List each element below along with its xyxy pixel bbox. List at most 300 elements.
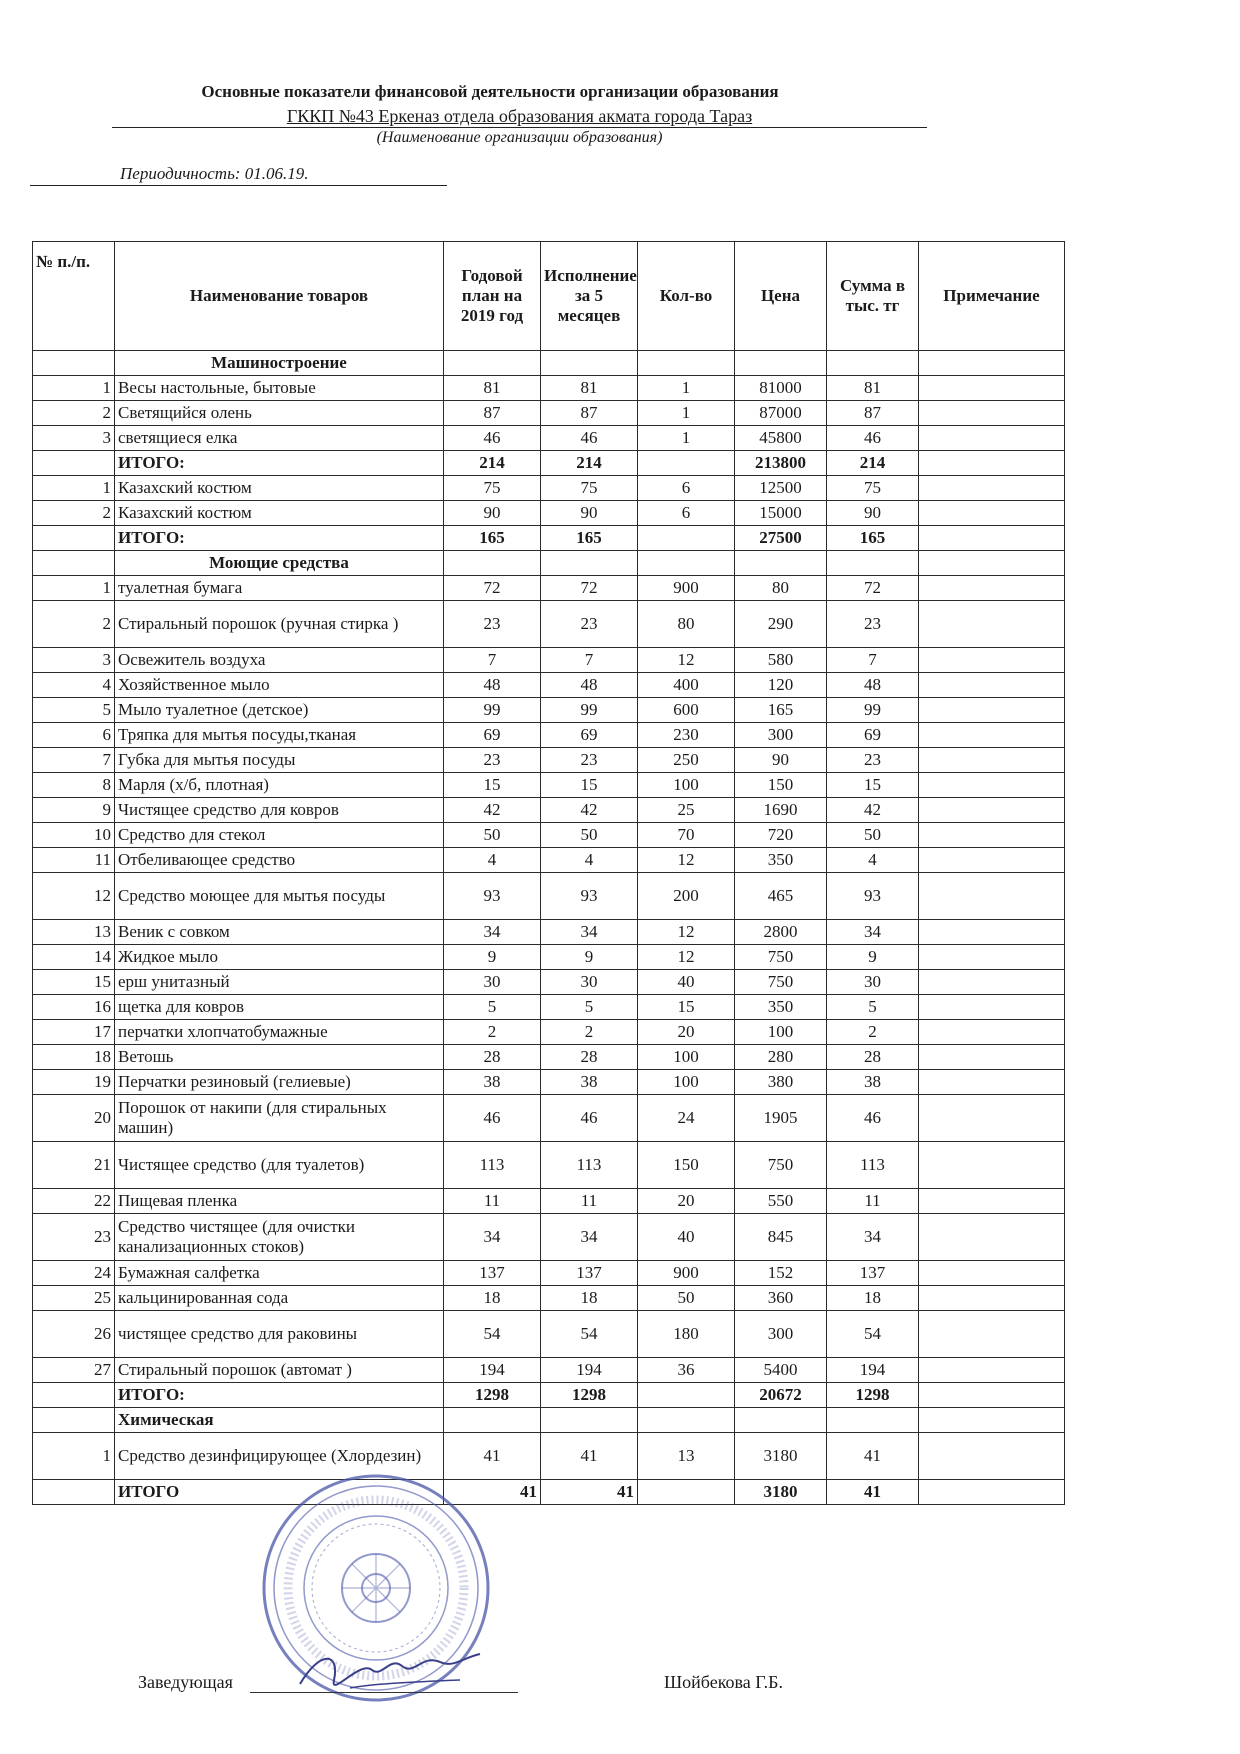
cell-quantity: 200 — [638, 873, 735, 920]
cell-number — [33, 351, 115, 376]
cell-execution — [541, 1408, 638, 1433]
cell-number: 25 — [33, 1286, 115, 1311]
cell-name: Стиральный порошок (ручная стирка ) — [115, 601, 444, 648]
cell-plan — [444, 1408, 541, 1433]
table-body — [33, 351, 1065, 1505]
cell-execution: 34 — [541, 920, 638, 945]
cell-plan: 137 — [444, 1261, 541, 1286]
cell-plan: 7 — [444, 648, 541, 673]
cell-name: Казахский костюм — [115, 501, 444, 526]
cell-sum — [827, 551, 919, 576]
cell-plan: 9 — [444, 945, 541, 970]
cell-quantity: 20 — [638, 1020, 735, 1045]
cell-number: 14 — [33, 945, 115, 970]
cell-name: туалетная бумага — [115, 576, 444, 601]
cell-note — [919, 823, 1065, 848]
cell-quantity: 1 — [638, 376, 735, 401]
cell-execution: 18 — [541, 1286, 638, 1311]
cell-execution: 4 — [541, 848, 638, 873]
cell-price — [735, 351, 827, 376]
cell-note — [919, 945, 1065, 970]
cell-sum: 214 — [827, 451, 919, 476]
cell-sum: 18 — [827, 1286, 919, 1311]
cell-plan: 15 — [444, 773, 541, 798]
cell-price: 550 — [735, 1189, 827, 1214]
cell-sum: 28 — [827, 1045, 919, 1070]
cell-plan — [444, 551, 541, 576]
total-row — [33, 451, 1065, 476]
cell-number: 10 — [33, 823, 115, 848]
cell-name: Губка для мытья посуды — [115, 748, 444, 773]
cell-number: 7 — [33, 748, 115, 773]
table-row — [33, 773, 1065, 798]
cell-execution: 7 — [541, 648, 638, 673]
cell-execution — [541, 351, 638, 376]
cell-note — [919, 351, 1065, 376]
table-header-row — [33, 242, 1065, 351]
cell-plan: 69 — [444, 723, 541, 748]
cell-note — [919, 1433, 1065, 1480]
cell-note — [919, 648, 1065, 673]
cell-number: 1 — [33, 576, 115, 601]
cell-quantity — [638, 551, 735, 576]
cell-sum: 30 — [827, 970, 919, 995]
cell-execution: 5 — [541, 995, 638, 1020]
cell-execution: 1298 — [541, 1383, 638, 1408]
cell-quantity: 900 — [638, 1261, 735, 1286]
cell-price: 845 — [735, 1214, 827, 1261]
cell-note — [919, 1214, 1065, 1261]
cell-name: Марля (х/б, плотная) — [115, 773, 444, 798]
cell-sum: 4 — [827, 848, 919, 873]
cell-note — [919, 1286, 1065, 1311]
cell-sum: 48 — [827, 673, 919, 698]
cell-plan: 99 — [444, 698, 541, 723]
cell-note — [919, 501, 1065, 526]
cell-sum: 23 — [827, 748, 919, 773]
cell-name: ИТОГО — [115, 1480, 444, 1505]
cell-execution: 11 — [541, 1189, 638, 1214]
cell-price: 100 — [735, 1020, 827, 1045]
table-row — [33, 1095, 1065, 1142]
cell-number — [33, 551, 115, 576]
cell-sum — [827, 1408, 919, 1433]
periodicity: Периодичность: 01.06.19. — [30, 163, 447, 186]
cell-note — [919, 1311, 1065, 1358]
table-row — [33, 848, 1065, 873]
cell-quantity: 6 — [638, 501, 735, 526]
cell-plan: 54 — [444, 1311, 541, 1358]
cell-price: 81000 — [735, 376, 827, 401]
cell-execution: 46 — [541, 426, 638, 451]
cell-price: 90 — [735, 748, 827, 773]
cell-price: 15000 — [735, 501, 827, 526]
position-label: Заведующая — [138, 1672, 233, 1692]
cell-quantity: 900 — [638, 576, 735, 601]
cell-plan: 165 — [444, 526, 541, 551]
cell-plan: 48 — [444, 673, 541, 698]
cell-plan: 5 — [444, 995, 541, 1020]
table-row — [33, 873, 1065, 920]
cell-quantity: 600 — [638, 698, 735, 723]
cell-quantity: 400 — [638, 673, 735, 698]
cell-price: 152 — [735, 1261, 827, 1286]
section-row — [33, 351, 1065, 376]
cell-number — [33, 451, 115, 476]
cell-note — [919, 1480, 1065, 1505]
cell-execution: 194 — [541, 1358, 638, 1383]
cell-number: 6 — [33, 723, 115, 748]
cell-price: 750 — [735, 945, 827, 970]
cell-number: 21 — [33, 1142, 115, 1189]
cell-execution: 69 — [541, 723, 638, 748]
cell-number: 5 — [33, 698, 115, 723]
cell-name: ерш унитазный — [115, 970, 444, 995]
cell-name: перчатки хлопчатобумажные — [115, 1020, 444, 1045]
cell-number: 1 — [33, 376, 115, 401]
cell-note — [919, 1142, 1065, 1189]
cell-note — [919, 476, 1065, 501]
cell-plan: 18 — [444, 1286, 541, 1311]
cell-number: 1 — [33, 476, 115, 501]
cell-sum: 99 — [827, 698, 919, 723]
cell-name: Стиральный порошок (автомат ) — [115, 1358, 444, 1383]
cell-note — [919, 1261, 1065, 1286]
cell-price: 3180 — [735, 1433, 827, 1480]
cell-note — [919, 698, 1065, 723]
total-row — [33, 526, 1065, 551]
goods-table — [32, 241, 1065, 1505]
cell-number: 3 — [33, 648, 115, 673]
cell-execution: 87 — [541, 401, 638, 426]
table-row — [33, 476, 1065, 501]
cell-name: Отбеливающее средство — [115, 848, 444, 873]
col-name-header: Наименование товаров — [115, 242, 444, 351]
cell-number — [33, 1480, 115, 1505]
cell-sum: 1298 — [827, 1383, 919, 1408]
col-note-header: Примечание — [919, 242, 1065, 351]
cell-number — [33, 1383, 115, 1408]
cell-sum: 90 — [827, 501, 919, 526]
cell-note — [919, 526, 1065, 551]
cell-quantity — [638, 451, 735, 476]
cell-quantity: 13 — [638, 1433, 735, 1480]
cell-quantity: 100 — [638, 773, 735, 798]
cell-name: Порошок от накипи (для стиральных машин) — [115, 1095, 444, 1142]
cell-sum: 7 — [827, 648, 919, 673]
cell-sum: 81 — [827, 376, 919, 401]
cell-note — [919, 673, 1065, 698]
table-row — [33, 823, 1065, 848]
table-row — [33, 576, 1065, 601]
cell-name: Чистящее средство для ковров — [115, 798, 444, 823]
cell-quantity — [638, 1408, 735, 1433]
cell-name: Веник с совком — [115, 920, 444, 945]
cell-name: Светящийся олень — [115, 401, 444, 426]
organization-name: ГККП №43 Еркеназ отдела образования акмата города Тараз — [112, 106, 927, 128]
cell-quantity — [638, 1383, 735, 1408]
cell-quantity: 12 — [638, 848, 735, 873]
cell-note — [919, 848, 1065, 873]
table-row — [33, 1261, 1065, 1286]
cell-name: чистящее средство для раковины — [115, 1311, 444, 1358]
cell-execution: 15 — [541, 773, 638, 798]
cell-plan: 50 — [444, 823, 541, 848]
cell-execution: 50 — [541, 823, 638, 848]
cell-name: Мыло туалетное (детское) — [115, 698, 444, 723]
cell-price: 45800 — [735, 426, 827, 451]
cell-price: 380 — [735, 1070, 827, 1095]
cell-number: 3 — [33, 426, 115, 451]
cell-execution: 2 — [541, 1020, 638, 1045]
cell-execution: 28 — [541, 1045, 638, 1070]
cell-quantity: 12 — [638, 945, 735, 970]
cell-price: 580 — [735, 648, 827, 673]
cell-number: 17 — [33, 1020, 115, 1045]
table-row — [33, 1214, 1065, 1261]
cell-name: Перчатки резиновый (гелиевые) — [115, 1070, 444, 1095]
cell-sum: 15 — [827, 773, 919, 798]
cell-note — [919, 576, 1065, 601]
cell-price — [735, 1408, 827, 1433]
cell-plan: 113 — [444, 1142, 541, 1189]
cell-price: 120 — [735, 673, 827, 698]
cell-plan: 214 — [444, 451, 541, 476]
cell-sum: 93 — [827, 873, 919, 920]
cell-quantity: 40 — [638, 970, 735, 995]
cell-price: 20672 — [735, 1383, 827, 1408]
cell-number: 26 — [33, 1311, 115, 1358]
cell-sum: 34 — [827, 1214, 919, 1261]
cell-note — [919, 1070, 1065, 1095]
cell-price: 350 — [735, 848, 827, 873]
report-title: Основные показатели финансовой деятельности организации образования — [201, 82, 779, 101]
cell-number: 11 — [33, 848, 115, 873]
cell-price: 87000 — [735, 401, 827, 426]
cell-price: 1905 — [735, 1095, 827, 1142]
table-row — [33, 723, 1065, 748]
cell-quantity: 1 — [638, 401, 735, 426]
cell-execution: 41 — [541, 1480, 638, 1505]
cell-note — [919, 798, 1065, 823]
cell-plan: 194 — [444, 1358, 541, 1383]
cell-quantity: 230 — [638, 723, 735, 748]
cell-number: 18 — [33, 1045, 115, 1070]
cell-execution: 137 — [541, 1261, 638, 1286]
cell-plan: 41 — [444, 1480, 541, 1505]
cell-name: Моющие средства — [115, 551, 444, 576]
table-row — [33, 920, 1065, 945]
cell-quantity: 1 — [638, 426, 735, 451]
cell-plan: 87 — [444, 401, 541, 426]
cell-price — [735, 551, 827, 576]
cell-execution: 99 — [541, 698, 638, 723]
cell-sum: 5 — [827, 995, 919, 1020]
cell-sum: 23 — [827, 601, 919, 648]
cell-plan: 41 — [444, 1433, 541, 1480]
cell-execution: 42 — [541, 798, 638, 823]
table-row — [33, 426, 1065, 451]
cell-sum: 42 — [827, 798, 919, 823]
cell-plan: 75 — [444, 476, 541, 501]
cell-number: 19 — [33, 1070, 115, 1095]
cell-name: ИТОГО: — [115, 451, 444, 476]
cell-quantity: 36 — [638, 1358, 735, 1383]
cell-quantity — [638, 526, 735, 551]
cell-execution: 38 — [541, 1070, 638, 1095]
cell-quantity: 24 — [638, 1095, 735, 1142]
cell-note — [919, 970, 1065, 995]
table-row — [33, 401, 1065, 426]
cell-name: Ветошь — [115, 1045, 444, 1070]
cell-execution: 90 — [541, 501, 638, 526]
cell-execution: 54 — [541, 1311, 638, 1358]
cell-number: 27 — [33, 1358, 115, 1383]
cell-sum: 9 — [827, 945, 919, 970]
cell-sum: 38 — [827, 1070, 919, 1095]
cell-price: 213800 — [735, 451, 827, 476]
total-row — [33, 1383, 1065, 1408]
cell-price: 350 — [735, 995, 827, 1020]
cell-name: Машиностроение — [115, 351, 444, 376]
section-row — [33, 1408, 1065, 1433]
cell-number: 4 — [33, 673, 115, 698]
cell-quantity — [638, 1480, 735, 1505]
cell-price: 465 — [735, 873, 827, 920]
cell-number: 24 — [33, 1261, 115, 1286]
cell-name: Чистящее средство (для туалетов) — [115, 1142, 444, 1189]
cell-number: 22 — [33, 1189, 115, 1214]
cell-sum: 54 — [827, 1311, 919, 1358]
cell-sum: 34 — [827, 920, 919, 945]
cell-execution: 23 — [541, 601, 638, 648]
cell-note — [919, 1045, 1065, 1070]
cell-name: щетка для ковров — [115, 995, 444, 1020]
cell-price: 360 — [735, 1286, 827, 1311]
cell-price: 300 — [735, 723, 827, 748]
cell-note — [919, 601, 1065, 648]
cell-quantity: 50 — [638, 1286, 735, 1311]
col-number-header: № п./п. — [33, 242, 115, 351]
cell-sum: 50 — [827, 823, 919, 848]
col-sum-header: Сумма в тыс. тг — [827, 242, 919, 351]
cell-execution: 165 — [541, 526, 638, 551]
cell-sum — [827, 351, 919, 376]
table-row — [33, 995, 1065, 1020]
cell-note — [919, 723, 1065, 748]
cell-number: 9 — [33, 798, 115, 823]
cell-price: 300 — [735, 1311, 827, 1358]
cell-quantity: 150 — [638, 1142, 735, 1189]
cell-number: 13 — [33, 920, 115, 945]
cell-sum: 11 — [827, 1189, 919, 1214]
cell-price: 3180 — [735, 1480, 827, 1505]
cell-sum: 87 — [827, 401, 919, 426]
cell-name: Средство чистящее (для очистки канализационных стоков) — [115, 1214, 444, 1261]
cell-quantity: 80 — [638, 601, 735, 648]
cell-execution: 30 — [541, 970, 638, 995]
cell-number: 15 — [33, 970, 115, 995]
table-row — [33, 673, 1065, 698]
cell-price: 165 — [735, 698, 827, 723]
cell-name: Средство для стекол — [115, 823, 444, 848]
cell-name: Средство дезинфицирующее (Хлордезин) — [115, 1433, 444, 1480]
cell-quantity: 25 — [638, 798, 735, 823]
cell-name: ИТОГО: — [115, 1383, 444, 1408]
cell-sum: 41 — [827, 1480, 919, 1505]
cell-number: 8 — [33, 773, 115, 798]
cell-number — [33, 1408, 115, 1433]
cell-plan: 1298 — [444, 1383, 541, 1408]
cell-note — [919, 995, 1065, 1020]
cell-plan — [444, 351, 541, 376]
cell-quantity: 15 — [638, 995, 735, 1020]
cell-plan: 38 — [444, 1070, 541, 1095]
table-row — [33, 970, 1065, 995]
col-price-header: Цена — [735, 242, 827, 351]
table-row — [33, 376, 1065, 401]
cell-sum: 46 — [827, 426, 919, 451]
cell-plan: 46 — [444, 1095, 541, 1142]
table-row — [33, 1070, 1065, 1095]
cell-name: Хозяйственное мыло — [115, 673, 444, 698]
cell-number: 20 — [33, 1095, 115, 1142]
cell-price: 280 — [735, 1045, 827, 1070]
cell-plan: 93 — [444, 873, 541, 920]
table-row — [33, 748, 1065, 773]
cell-quantity: 12 — [638, 648, 735, 673]
table-row — [33, 601, 1065, 648]
cell-sum: 137 — [827, 1261, 919, 1286]
signature — [290, 1640, 490, 1700]
table-row — [33, 798, 1065, 823]
cell-number: 16 — [33, 995, 115, 1020]
table-row — [33, 1286, 1065, 1311]
cell-price: 80 — [735, 576, 827, 601]
cell-name: Химическая — [115, 1408, 444, 1433]
col-plan-header: Годовой план на 2019 год — [444, 242, 541, 351]
cell-number: 23 — [33, 1214, 115, 1261]
cell-sum: 113 — [827, 1142, 919, 1189]
cell-execution: 41 — [541, 1433, 638, 1480]
cell-plan: 4 — [444, 848, 541, 873]
col-quantity-header: Кол-во — [638, 242, 735, 351]
table-row — [33, 1142, 1065, 1189]
cell-plan: 72 — [444, 576, 541, 601]
cell-sum: 194 — [827, 1358, 919, 1383]
cell-sum: 69 — [827, 723, 919, 748]
cell-number: 2 — [33, 501, 115, 526]
cell-quantity: 250 — [638, 748, 735, 773]
col-execution-header: Исполнение за 5 месяцев — [541, 242, 638, 351]
cell-price: 5400 — [735, 1358, 827, 1383]
cell-price: 750 — [735, 970, 827, 995]
cell-sum: 75 — [827, 476, 919, 501]
cell-note — [919, 1408, 1065, 1433]
cell-quantity — [638, 351, 735, 376]
cell-price: 150 — [735, 773, 827, 798]
cell-price: 12500 — [735, 476, 827, 501]
cell-quantity: 100 — [638, 1070, 735, 1095]
table-row — [33, 1045, 1065, 1070]
cell-note — [919, 773, 1065, 798]
cell-note — [919, 920, 1065, 945]
cell-number: 12 — [33, 873, 115, 920]
cell-plan: 90 — [444, 501, 541, 526]
cell-number: 1 — [33, 1433, 115, 1480]
cell-plan: 11 — [444, 1189, 541, 1214]
table-row — [33, 1311, 1065, 1358]
